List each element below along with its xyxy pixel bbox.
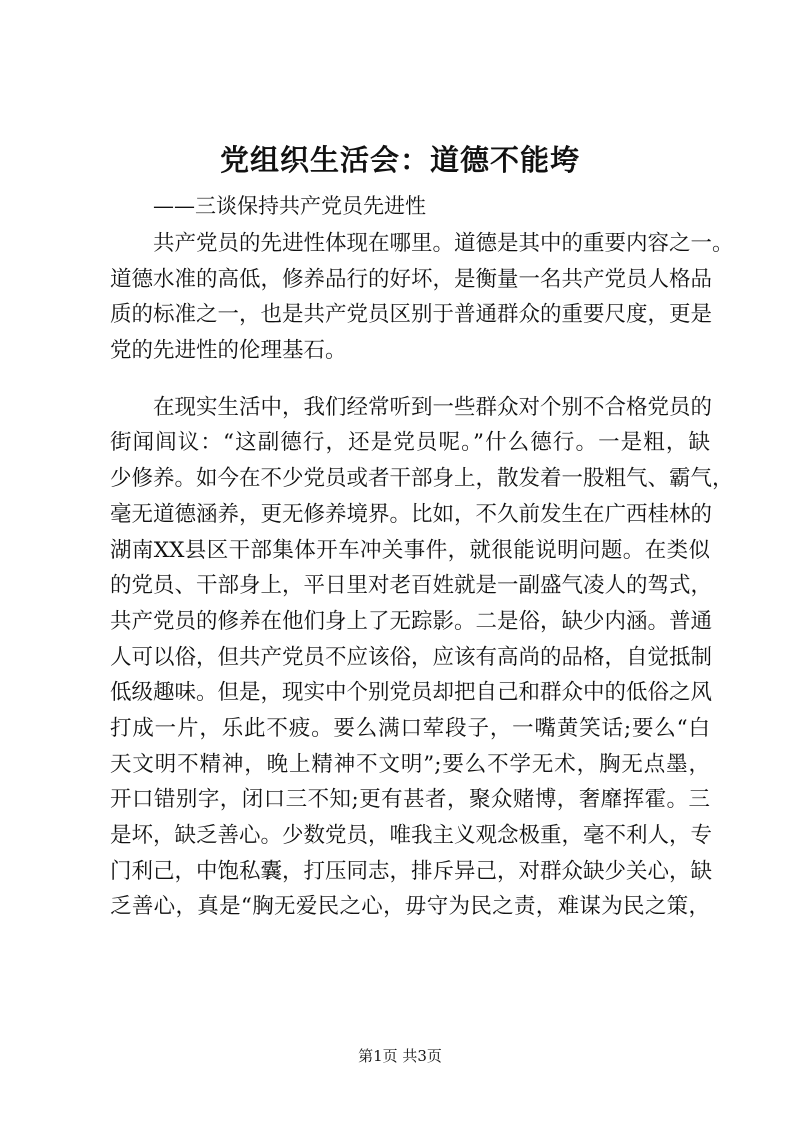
paragraph-line: 党的先进性的伦理基石。 xyxy=(110,338,347,364)
paragraph xyxy=(110,390,734,925)
paragraph-line: 人可以俗，但共产党员不应该俗，应该有高尚的品格，自觉抵制 xyxy=(110,644,713,670)
paragraph-line: 门利己，中饱私囊，打压同志，排斥异己，对群众缺少关心，缺 xyxy=(110,858,713,884)
paragraph-line: 少修养。如今在不少党员或者干部身上，散发着一股粗气、霸气， xyxy=(110,466,734,492)
page-footer: 第1页 共3页 xyxy=(358,1047,442,1065)
paragraph-line: 共产党员的先进性体现在哪里。道德是其中的重要内容之一。 xyxy=(153,231,734,256)
paragraph-line: 低级趣味。但是，现实中个别党员却把自己和群众中的低俗之风 xyxy=(110,680,713,706)
paragraph-line: 天文明不精神，晚上精神不文明”;要么不学无术，胸无点墨， xyxy=(110,751,710,777)
paragraph-line: 打成一片，乐此不疲。要么满口荤段子，一嘴黄笑话;要么“白 xyxy=(110,715,710,741)
document-title: 党组织生活会：道德不能垮 xyxy=(219,143,580,177)
document-subtitle: ——三谈保持共产党员先进性 xyxy=(153,194,426,218)
paragraph-line: 的党员、干部身上，平日里对老百姓就是一副盛气凌人的驾式， xyxy=(110,573,713,599)
paragraph-line: 街闻闾议：“这副德行，还是党员呢。”什么德行。一是粗，缺 xyxy=(110,430,710,456)
paragraph-line: 湖南XX县区干部集体开车冲关事件，就很能说明问题。在类似 xyxy=(110,537,710,563)
paragraph-line: 道德水准的高低，修养品行的好坏，是衡量一名共产党员人格品 xyxy=(110,266,713,292)
paragraph-line: 是坏，缺乏善心。少数党员，唯我主义观念极重，毫不利人，专 xyxy=(110,823,713,848)
paragraph-line: 质的标准之一，也是共产党员区别于普通群众的重要尺度，更是 xyxy=(110,302,713,328)
paragraph-line: 毫无道德涵养，更无修养境界。比如，不久前发生在广西桂林的 xyxy=(110,501,713,527)
paragraph-line: 开口错别字，闭口三不知;更有甚者，聚众赌博，奢靡挥霍。三 xyxy=(110,787,710,813)
paragraph-line: 乏善心，真是“胸无爱民之心，毋守为民之责，难谋为民之策， xyxy=(110,894,710,920)
paragraph-line: 在现实生活中，我们经常听到一些群众对个别不合格党员的 xyxy=(153,394,713,420)
document-body xyxy=(110,226,734,925)
paragraph xyxy=(110,226,734,369)
paragraph-line: 共产党员的修养在他们身上了无踪影。二是俗，缺少内涵。普通 xyxy=(110,608,713,634)
